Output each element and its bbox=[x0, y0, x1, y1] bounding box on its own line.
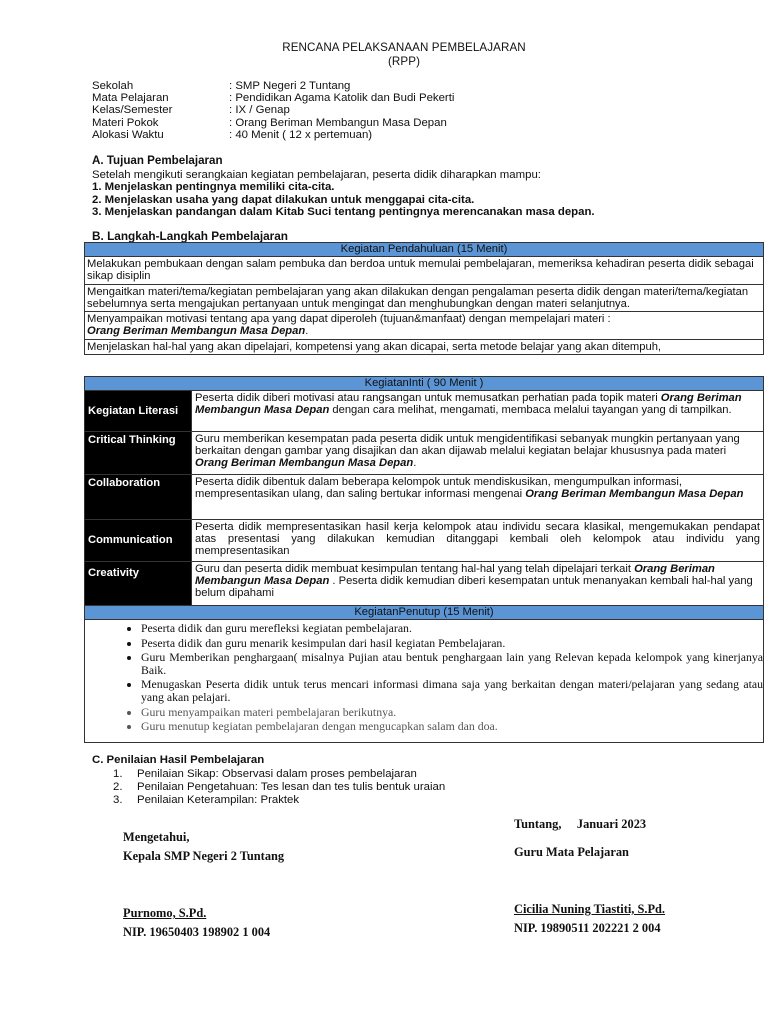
identity-block bbox=[92, 80, 454, 141]
inti-row bbox=[85, 432, 763, 475]
principal-nip: NIP. 19650403 198902 1 004 bbox=[123, 925, 271, 939]
acknowledged-label: Mengetahui, bbox=[123, 830, 190, 844]
pendahuluan-row bbox=[85, 312, 763, 340]
assessment-text: Penilaian Keterampilan: Praktek bbox=[137, 793, 300, 806]
inti-row bbox=[85, 391, 763, 432]
penutup-list bbox=[85, 622, 763, 733]
pendahuluan-table bbox=[84, 242, 764, 355]
inti-label: Creativity bbox=[85, 562, 191, 606]
section-a-body bbox=[92, 169, 595, 218]
identity-label: Materi Pokok bbox=[92, 116, 159, 129]
inti-text bbox=[191, 432, 763, 474]
identity-row bbox=[92, 80, 454, 92]
signature-space bbox=[514, 862, 665, 900]
identity-row bbox=[92, 92, 454, 104]
inti-text-part: Guru dan peserta didik membuat kesimpulan tentang hal-hal yang telah dipelajari terkait bbox=[195, 563, 635, 575]
pendahuluan-header: Kegiatan Pendahuluan (15 Menit) bbox=[85, 243, 763, 257]
identity-value: : IX / Genap bbox=[229, 104, 290, 117]
penutup-item: • Guru Memberikan penghargaan( misalnya Pujian atau bentuk penghargaan lain yang Relevan kepada kelompok yang kinerjanya Baik. bbox=[141, 651, 763, 676]
inti-label: Communication bbox=[85, 520, 191, 561]
inti-table bbox=[84, 376, 764, 607]
penutup-item: • Peserta didik dan guru merefleksi kegiatan pembelajaran. bbox=[141, 622, 763, 635]
spacer bbox=[514, 834, 665, 843]
section-b-heading: B. Langkah-Langkah Pembelajaran bbox=[92, 229, 289, 243]
materi-emphasis: Orang Beriman Membangun Masa Depan bbox=[525, 488, 744, 501]
inti-text bbox=[191, 562, 763, 606]
inti-label: Critical Thinking bbox=[85, 432, 191, 474]
teacher-nip: NIP. 19890511 202221 2 004 bbox=[514, 921, 661, 935]
pendahuluan-row-end: . bbox=[305, 325, 309, 338]
section-a-heading: A. Tujuan Pembelajaran bbox=[92, 154, 223, 167]
inti-text-part: Guru memberikan kesempatan pada peserta didik untuk mengidentifikasi sebanyak mungkin pertanyaan yang berkaitan dengan gambar yang disajikan dan akan dijawab melalui kegiatan belajar khususnya pada materi bbox=[195, 433, 740, 458]
signature-space bbox=[123, 866, 284, 904]
pendahuluan-row-text: Menyampaikan motivasi tentang apa yang dapat diperoleh (tujuan&manfaat) dengan mempelajari materi : bbox=[87, 313, 611, 326]
inti-text bbox=[191, 475, 763, 519]
assessment-item bbox=[113, 781, 445, 794]
teacher-signature-block bbox=[514, 815, 665, 938]
identity-row bbox=[92, 104, 454, 116]
pendahuluan-row: Melakukan pembukaan dengan salam pembuka dan berdoa untuk memulai pembelajaran, memeriksa kehadiran peserta didik sebagai sikap disiplin bbox=[85, 257, 763, 285]
assessment-list bbox=[113, 768, 445, 806]
goal-item: 1. Menjelaskan pentingnya memiliki cita-cita. bbox=[92, 181, 335, 194]
penutup-item: • Peserta didik dan guru menarik kesimpulan dari hasil kegiatan Pembelajaran. bbox=[141, 637, 763, 650]
identity-value: : Orang Beriman Membangun Masa Depan bbox=[229, 116, 447, 129]
principal-title: Kepala SMP Negeri 2 Tuntang bbox=[123, 849, 285, 863]
inti-row bbox=[85, 520, 763, 562]
place-date: Tuntang, Januari 2023 bbox=[514, 817, 647, 831]
inti-label: Kegiatan Literasi bbox=[85, 391, 191, 431]
inti-header: KegiatanInti ( 90 Menit ) bbox=[85, 377, 763, 391]
identity-value: : Pendidikan Agama Katolik dan Budi Pekerti bbox=[229, 92, 455, 105]
principal-signature-block bbox=[123, 828, 284, 942]
section-a-intro: Setelah mengikuti serangkaian kegiatan pembelajaran, peserta didik diharapkan mampu: bbox=[92, 169, 541, 181]
assessment-text: Penilaian Sikap: Observasi dalam proses pembelajaran bbox=[137, 768, 417, 780]
penutup-item: • Guru menutup kegiatan pembelajaran dengan mengucapkan salam dan doa. bbox=[141, 720, 763, 733]
assessment-text: Penilaian Pengetahuan: Tes lesan dan tes tulis bentuk uraian bbox=[137, 780, 446, 793]
inti-text-part: . bbox=[413, 457, 417, 470]
goal-item: 3. Menjelaskan pandangan dalam Kitab Suci tentang pentingnya merencanakan masa depan. bbox=[92, 205, 595, 218]
identity-label: Kelas/Semester bbox=[92, 104, 173, 117]
pendahuluan-row: Menjelaskan hal-hal yang akan dipelajari, kompetensi yang akan dicapai, serta metode belajar yang akan ditempuh, bbox=[87, 340, 662, 353]
materi-emphasis: Orang Beriman Membangun Masa Depan bbox=[195, 563, 715, 588]
identity-value: : 40 Menit ( 12 x pertemuan) bbox=[229, 128, 373, 141]
principal-name: Purnomo, S.Pd. bbox=[123, 906, 207, 920]
inti-text-part: Peserta didik diberi motivasi atau rangsangan untuk memusatkan perhatian pada topik materi bbox=[195, 392, 661, 404]
penutup-item: • Guru menyampaikan materi pembelajaran berikutnya. bbox=[141, 706, 763, 719]
document-subtitle: (RPP) bbox=[387, 55, 421, 68]
pendahuluan-row: Mengaitkan materi/tema/kegiatan pembelajaran yang akan dilakukan dengan pengalaman peserta didik dengan materi/tema/kegiatan sebelumnya serta mengajukan pertanyaan untuk mengingat dan menghubungkan dengan materi selanjutnya. bbox=[85, 285, 763, 313]
assessment-number: 1. bbox=[113, 768, 123, 780]
penutup-table bbox=[84, 605, 764, 743]
materi-emphasis: Orang Beriman Membangun Masa Depan bbox=[195, 457, 414, 470]
penutup-item: • Menugaskan Peserta didik untuk terus mencari informasi dimana saja yang berkaitan dengan materi/pelajaran yang sedang atau yang akan pelajari. bbox=[141, 678, 763, 703]
inti-text-part: . Peserta didik kemudian diberi kesempatan untuk menanyakan kembali hal-hal yang belum dipahami bbox=[195, 575, 753, 600]
inti-row bbox=[85, 475, 763, 520]
inti-row bbox=[85, 562, 763, 606]
materi-emphasis: Orang Beriman Membangun Masa Depan bbox=[87, 325, 306, 338]
materi-emphasis: Orang Beriman Membangun Masa Depan bbox=[195, 392, 742, 417]
identity-row bbox=[92, 117, 454, 129]
teacher-role: Guru Mata Pelajaran bbox=[514, 845, 629, 859]
identity-label: Mata Pelajaran bbox=[92, 92, 169, 105]
inti-text-part: Peserta didik dibentuk dalam beberapa kelompok untuk mendiskusikan, mengumpulkan informasi, mempresentasikan ulang, dan saling bertukar informasi mengenai bbox=[195, 476, 682, 501]
inti-text-part: dengan cara melihat, mengamati, membaca melalui tayangan yang di tampilkan. bbox=[329, 404, 732, 417]
section-c-heading: C. Penilaian Hasil Pembelajaran bbox=[92, 754, 265, 766]
identity-label: Sekolah bbox=[92, 80, 134, 92]
assessment-number: 3. bbox=[113, 793, 123, 806]
inti-text bbox=[191, 520, 763, 561]
goal-item: 2. Menjelaskan usaha yang dapat dilakukan untuk menggapai cita-cita. bbox=[92, 193, 475, 206]
identity-value: : SMP Negeri 2 Tuntang bbox=[229, 80, 351, 92]
teacher-name: Cicilia Nuning Tiastiti, S.Pd. bbox=[514, 902, 666, 916]
assessment-item bbox=[113, 794, 445, 807]
penutup-header: KegiatanPenutup (15 Menit) bbox=[85, 606, 763, 620]
inti-text bbox=[191, 391, 763, 431]
document-title: RENCANA PELAKSANAAN PEMBELAJARAN bbox=[282, 41, 526, 54]
inti-label: Collaboration bbox=[85, 475, 191, 519]
assessment-number: 2. bbox=[113, 780, 123, 793]
assessment-item bbox=[113, 768, 445, 781]
identity-label: Alokasi Waktu bbox=[92, 128, 164, 141]
identity-row bbox=[92, 129, 454, 141]
inti-text-part: Peserta didik mempresentasikan hasil kerja kelompok atau individu secara klasikal, mengemukakan pendapat atas presentasi yang dilakukan kemudian ditanggapi kembali oleh kelompok atau individu yang mempresentasikan bbox=[195, 521, 760, 558]
